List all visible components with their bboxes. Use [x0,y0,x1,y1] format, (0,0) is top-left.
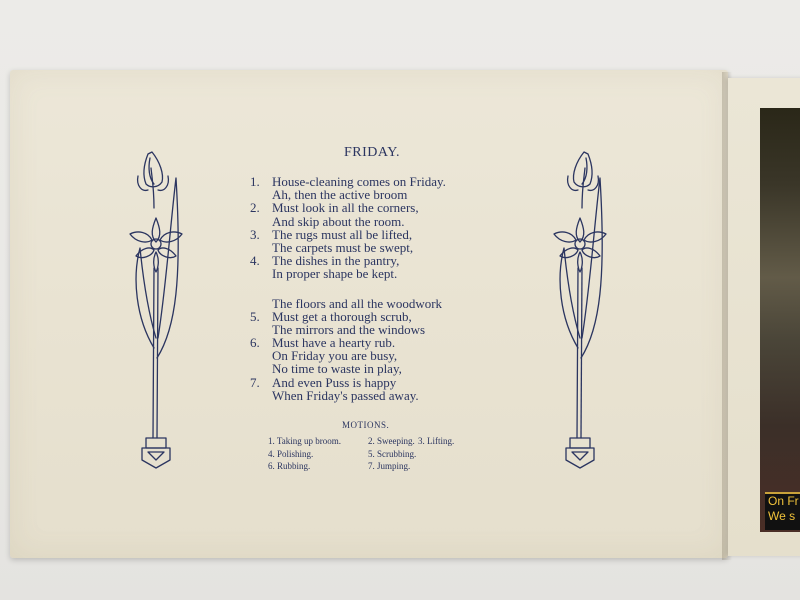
poem-line-text: Must look in all the corners, [272,200,419,216]
poem-line-number: 4. [250,253,260,269]
poem-line-text: And skip about the room. [272,213,405,229]
poem-line-number: 7. [250,374,260,390]
poem [250,175,446,402]
page-title: FRIDAY. [343,145,401,160]
poem-line-text: In proper shape be kept. [272,266,398,282]
poem-line-text: And even Puss is happy [272,374,397,390]
poem-line-number: 2. [250,200,260,216]
stanza-gap [250,281,446,297]
motion-item: 4. Polishing. [268,448,314,459]
daffodil-left-icon [124,148,188,472]
motion-item: 5. Scrubbing. [368,448,417,459]
poem-line-text: The rugs must all be lifted, [272,226,413,242]
poem-line-text: The dishes in the pantry, [272,253,400,269]
motions-title: MOTIONS. [342,420,390,430]
plate-caption-line-2: We s [768,509,796,523]
motions-row [268,448,454,461]
poem-line-text: The floors and all the woodwork [272,295,443,311]
poem-line-text: The mirrors and the windows [272,321,426,337]
poem-line-text: Must get a thorough scrub, [272,308,412,324]
poem-line-number: 6. [250,335,260,351]
motions-row [268,460,454,473]
motions-list [268,435,454,473]
motion-item: 7. Jumping. [368,461,411,471]
plate-caption-line-1: On Fr [768,494,799,508]
poem-line-text: When Friday's passed away. [272,387,419,403]
poem-line-number: 3. [250,226,260,242]
poem-line-number: 5. [250,308,260,324]
poem-line-text: The carpets must be swept, [272,239,414,255]
poem-line [250,267,446,280]
poem-line-text: Ah, then the active broom [272,187,408,203]
motions-row [268,435,454,448]
poem-line-text: No time to waste in play, [272,361,402,377]
motion-item: 1. Taking up broom. [268,436,341,446]
poem-line-text: House-cleaning comes on Friday. [272,174,446,189]
motion-item: 2. Sweeping. [368,436,415,446]
poem-line [250,389,446,402]
poem-line-number: 1. [250,174,260,189]
poem-line-text: On Friday you are busy, [272,348,398,364]
motion-item: 3. Lifting. [418,436,455,446]
daffodil-right-icon [548,148,612,472]
plate-caption [765,492,800,530]
poem-line-text: Must have a hearty rub. [272,335,396,351]
motion-item: 6. Rubbing. [268,461,311,471]
color-plate-illustration [760,108,800,532]
